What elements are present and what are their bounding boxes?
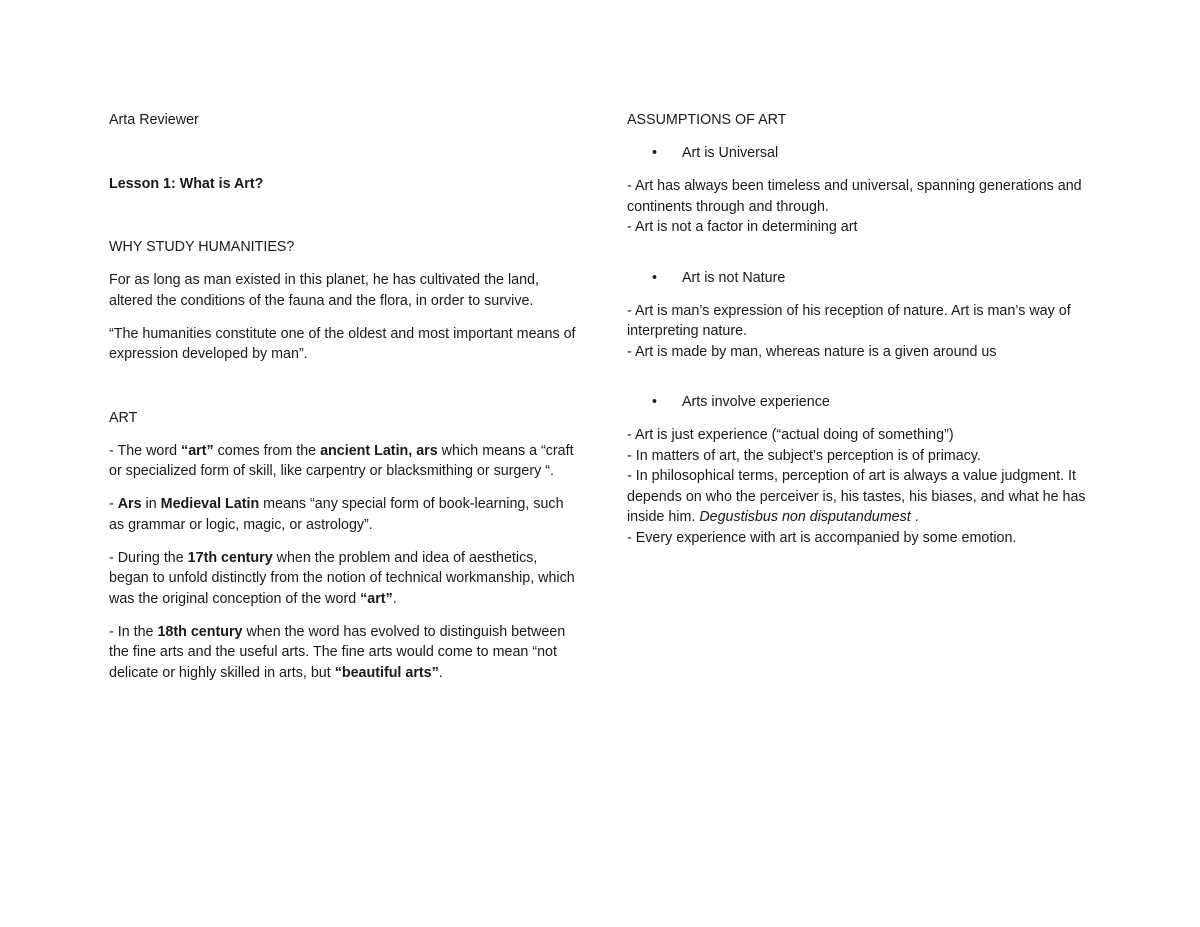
universal-line-1: - Art has always been timeless and universal, spanning generations and continents through and through. — [627, 178, 1082, 215]
bullet-dot-icon: • — [652, 269, 658, 286]
left-column — [109, 110, 579, 683]
right-column — [627, 110, 1097, 548]
experience-line-3: - In philosophical terms, perception of art is always a value judgment. It depends on who the perceiver is, his tastes, his biases, and what he has inside him. Degustisbus non disputandumest . — [627, 468, 1086, 525]
nature-line-2: - Art is made by man, whereas nature is a given around us — [627, 343, 997, 360]
section-why-heading: WHY STUDY HUMANITIES? — [109, 239, 295, 255]
bullet-dot-icon: • — [652, 394, 658, 410]
why-quote: “The humanities constitute one of the oldest and most important means of expression developed by man”. — [109, 325, 576, 362]
experience-line-1: - Art is just experience (“actual doing of something”) — [627, 427, 954, 443]
bullet-art-universal: • Art is Universal — [627, 143, 1097, 164]
art-paragraph-4: - In the 18th century when the word has evolved to distinguish between the fine arts and the useful arts. The fine arts would come to mean “not delicate or highly skilled in arts, but “beautiful arts”. — [109, 623, 566, 681]
experience-line-2: - In matters of art, the subject’s perception is of primacy. — [627, 447, 981, 464]
bullet-dot-icon: • — [652, 145, 658, 161]
why-paragraph: For as long as man existed in this planet, he has cultivated the land, altered the conditions of the fauna and the flora, in order to survive. — [109, 272, 539, 309]
section-assumptions-heading: ASSUMPTIONS OF ART — [627, 112, 787, 128]
experience-line-4: - Every experience with art is accompanied by some emotion. — [627, 529, 1017, 546]
art-paragraph-3: - During the 17th century when the problem and idea of aesthetics, began to unfold distinctly from the notion of technical workmanship, which was the original conception of the word “art”. — [109, 549, 575, 607]
bullet-arts-experience: • Arts involve experience — [627, 392, 1097, 413]
art-paragraph-2: - Ars in Medieval Latin means “any special form of book-learning, such as grammar or logic, magic, or astrology”. — [109, 496, 564, 533]
lesson-heading: Lesson 1: What is Art? — [109, 175, 264, 192]
universal-line-2: - Art is not a factor in determining art — [627, 219, 858, 235]
bullet-art-not-nature: • Art is not Nature — [627, 268, 1097, 289]
doc-title: Arta Reviewer — [109, 112, 199, 128]
section-art-heading: ART — [109, 409, 138, 426]
art-paragraph-1: - The word “art” comes from the ancient Latin, ars which means a “craft or specialized form of skill, like carpentry or blacksmithing or surgery “. — [109, 442, 574, 479]
nature-line-1: - Art is man’s expression of his reception of nature. Art is man’s way of interpreting nature. — [627, 302, 1071, 339]
